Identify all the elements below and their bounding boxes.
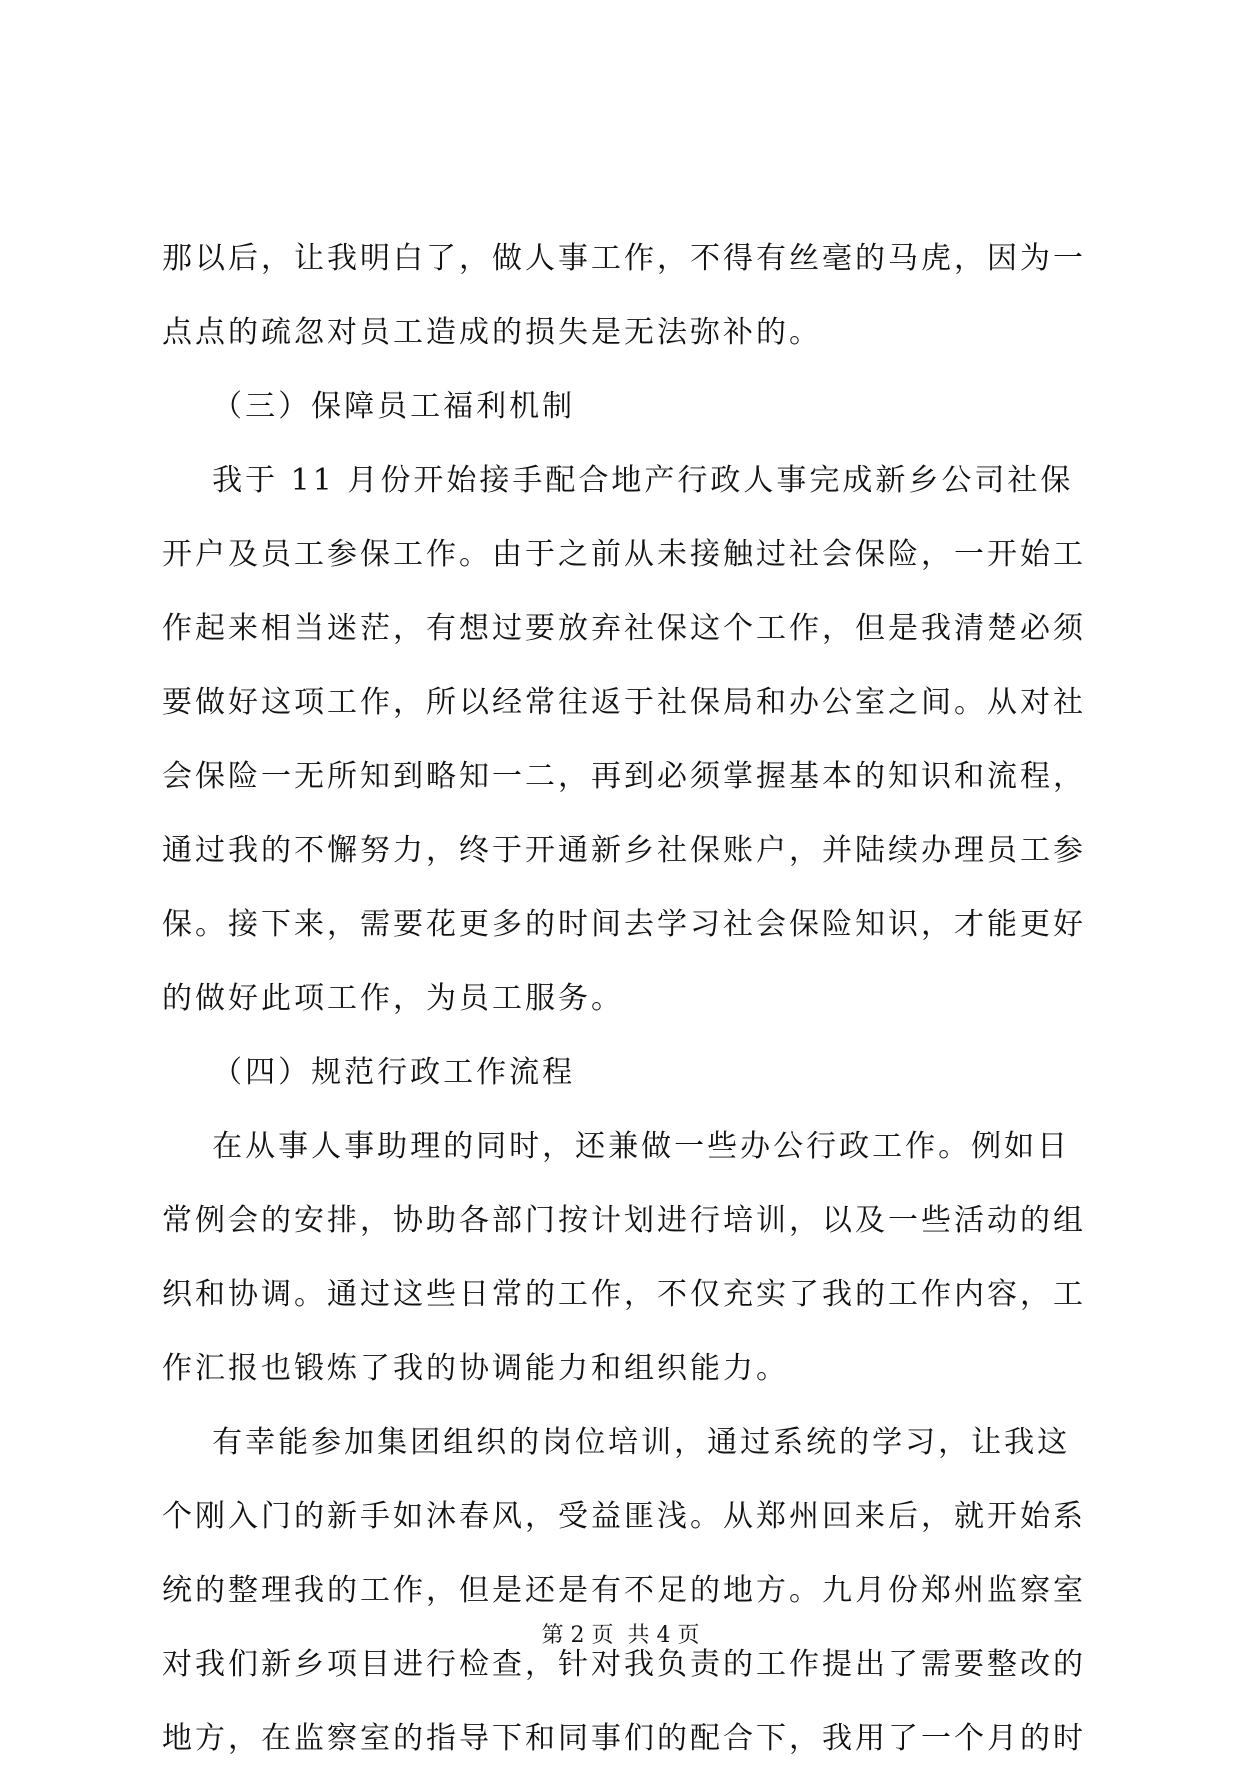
text-line: 保。接下来，需要花更多的时间去学习社会保险知识，才能更好 — [162, 907, 1086, 942]
text-line: 在从事人事助理的同时，还兼做一些办公行政工作。例如日 — [162, 1129, 1071, 1164]
text-line: 要做好这项工作，所以经常往返于社保局和办公室之间。从对社 — [162, 685, 1086, 720]
page-footer — [0, 1618, 1241, 1649]
section-heading: （三）保障员工福利机制 — [162, 389, 576, 424]
text-line: 织和协调。通过这些日常的工作，不仅充实了我的工作内容，工 — [162, 1277, 1086, 1312]
text-line: 开户及员工参保工作。由于之前从未接触过社会保险，一开始工 — [162, 537, 1086, 572]
text-line: 通过我的不懈努力，终于开通新乡社保账户，并陆续办理员工参 — [162, 833, 1086, 868]
text-line: 我于 11 月份开始接手配合地产行政人事完成新乡公司社保 — [162, 463, 1074, 498]
text-line: 作汇报也锻炼了我的协调能力和组织能力。 — [162, 1351, 789, 1386]
text-line: 统的整理我的工作，但是还是有不足的地方。九月份郑州监察室 — [162, 1573, 1086, 1608]
text-line: 地方，在监察室的指导下和同事们的配合下，我用了一个月的时 — [162, 1721, 1086, 1756]
text-line: 对我们新乡项目进行检查，针对我负责的工作提出了需要整改的 — [162, 1647, 1086, 1682]
text-line: 个刚入门的新手如沐春风，受益匪浅。从郑州回来后，就开始系 — [162, 1499, 1086, 1534]
text-line: 的做好此项工作，为员工服务。 — [162, 981, 624, 1016]
body-text — [162, 222, 1086, 1776]
text-line: 有幸能参加集团组织的岗位培训，通过系统的学习，让我这 — [162, 1425, 1071, 1460]
section-heading: （四）规范行政工作流程 — [162, 1055, 576, 1090]
text-line: 点点的疏忽对员工造成的损失是无法弥补的。 — [162, 315, 822, 350]
text-line: 常例会的安排，协助各部门按计划进行培训，以及一些活动的组 — [162, 1203, 1086, 1238]
text-line: 那以后，让我明白了，做人事工作，不得有丝毫的马虎，因为一 — [162, 241, 1086, 276]
text-line: 作起来相当迷茫，有想过要放弃社保这个工作，但是我清楚必须 — [162, 611, 1086, 646]
page-number-label: 第 2 页 共 4 页 — [541, 1623, 700, 1648]
text-line: 会保险一无所知到略知一二，再到必须掌握基本的知识和流程， — [162, 759, 1086, 794]
